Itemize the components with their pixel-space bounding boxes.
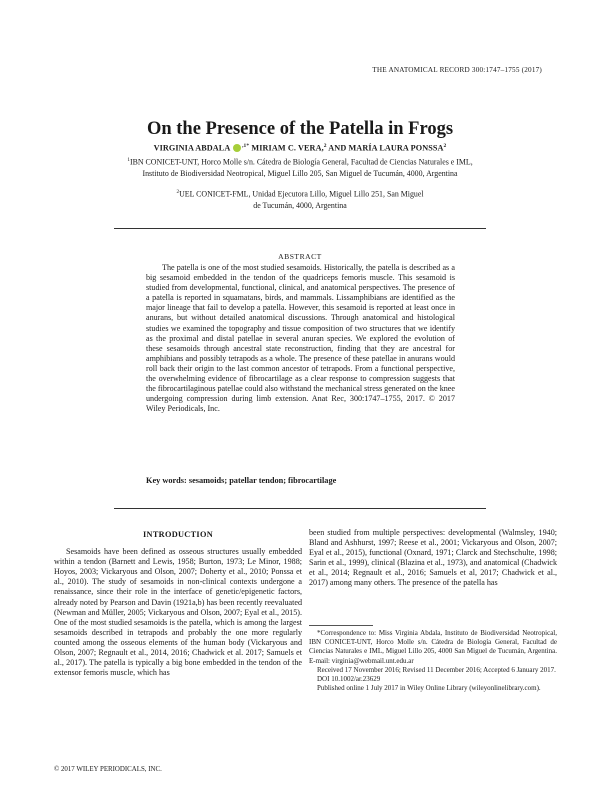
keywords: Key words: sesamoids; patellar tendon; fibrocartilage [146,476,337,485]
intro-heading: INTRODUCTION [143,530,213,539]
affiliation-2 [0,187,600,211]
doi[interactable]: DOI 10.1002/ar.23629 [317,675,381,684]
affil-2-sup: 2 [176,189,180,195]
left-column [54,528,302,678]
author-line [0,143,600,153]
affiliation-1 [0,155,600,179]
author-and: AND [326,143,349,153]
affil-1-text: IBN CONICET-UNT, Horco Molle s/n. Cátedra de Biología General, Facultad de Ciencias Naturales e IML, Instituto de Biodiversidad Neotropical, Miguel Lillo 205, San Miguel de Tucumán, 4000, Argentina [129,157,473,178]
right-column [309,528,557,589]
author-3-sup: 2 [443,143,447,149]
author-1-sup: ,1* [242,143,250,149]
author-3: MARÍA LAURA PONSSA [348,143,444,153]
article-title: On the Presence of the Patella in Frogs [146,119,454,139]
abstract-heading: ABSTRACT [278,252,322,261]
abstract-text: The patella is one of the most studied sesamoids. Historically, the patella is described as a big sesamoid embedded in the tendon of the quadriceps femoris muscle. This sesamoid is studied from developmental, functional, clinical, and anatomical perspectives. The presence of a patella is reported in squamatans, birds, and mammals. Lissamphibians are identified as the major lineage that fail to develop a patella. However, this sesamoid is reported at least once in anurans, but without detailed anatomical discussions. Through anatomical and histological studies we examined the topography and tissue composition of two structures that we identify as the proximal and distal patellae in several anuran species. We explored the evolution of these sesamoids through ancestral state reconstruction, finding that they are ancestral for amphibians and possibly tetrapods as a whole. The presence of these patellae in anurans would roll back their origin to the last common ancestor of tetrapods. From a functional perspective, the overwhelming evidence of fibrocartilage as a clear response to compression suggests that the fibrocartilaginous patellae could also withstand the mechanical stress generated on the knee undergoing compression during limb extension. Anat Rec, 300:1747–1755, 2017. © 2017 Wiley Periodicals, Inc. [146,263,455,414]
intro-paragraph: Sesamoids have been defined as osseous structures usually embedded within a tendon (Barnett and Lewis, 1958; Burton, 1973; Le Minor, 1988; Hoyos, 2003; Vickaryous and Olson, 2007; Doherty et al., 2010; Ponssa et al., 2010). The study of sesamoids in non-clinical contexts undergone a renaissance, since their role in the interface of genetic/epigenetic factors, already noted by Pearson and Davin (1921a,b) has been recently reevaluated (Newman and Müller, 2005; Vickaryous and Olson, 2007; Eyal et al., 2015). One of the most studied sesamoids is the patella, which is among the largest sesamoids described in tetrapods and probably the one more regularly counted among the osseous elements of the human body (Vickaryous and Olson, 2007; Regnault et al., 2014, 2016; Chadwick et al. 2017; Samuels et al., 2017). The patella is typically a big bone embedded in the tendon of the extensor femoris muscle, which has [54,547,302,678]
author-2: MIRIAM C. VERA, [251,143,324,153]
orcid-icon[interactable] [233,144,241,152]
running-head: THE ANATOMICAL RECORD 300:1747–1755 (2017) [372,66,542,74]
author-1: VIRGINIA ABDALA [153,143,230,153]
published-online: Published online 1 July 2017 in Wiley Online Library (wileyonlinelibrary.com). [317,684,541,693]
copyright-footer: © 2017 WILEY PERIODICALS, INC. [54,766,162,773]
right-paragraph: been studied from multiple perspectives: developmental (Walmsley, 1940; Bland and Ashhurst, 1997; Reese et al., 2001; Vickaryous and Olson, 2007; Eyal et al., 2015), functional (Oxnard, 1971; Clarck and Stechschulte, 1998; Sarin et al., 1999), clinical (Blazina et al., 1973), and anatomical (Chadwick et al., 2014; Regnault et al., 2016; Samuels et al, 2017; Chadwick et al., 2017) among many others. The presence of the patella has [309,528,557,588]
affil-2-text: UEL CONICET-FML, Unidad Ejecutora Lillo, Miguel Lillo 251, San Miguel de Tucumán, 4000, Argentina [179,189,424,210]
received-dates: Received 17 November 2016; Revised 11 December 2016; Accepted 6 January 2017. [317,665,556,674]
divider-bottom [114,508,486,509]
author-2-sup: 2 [323,143,327,149]
footnote [309,625,557,693]
affil-1-sup: 1 [127,157,130,163]
divider-top [114,228,486,229]
footnote-rule [309,625,373,626]
correspondence-note: *Correspondence to: Miss Virginia Abdala, Instituto de Biodiversidad Neotropical, IBN CONICET-UNT, Horco Molle s/n. Cátedra de Biología General, Facultad de Ciencias Naturales e IML, Miguel Lillo 205, 4000 San Miguel de Tucumán, Argentina. E-mail: virginia@webmail.unt.edu.ar [309,629,557,665]
